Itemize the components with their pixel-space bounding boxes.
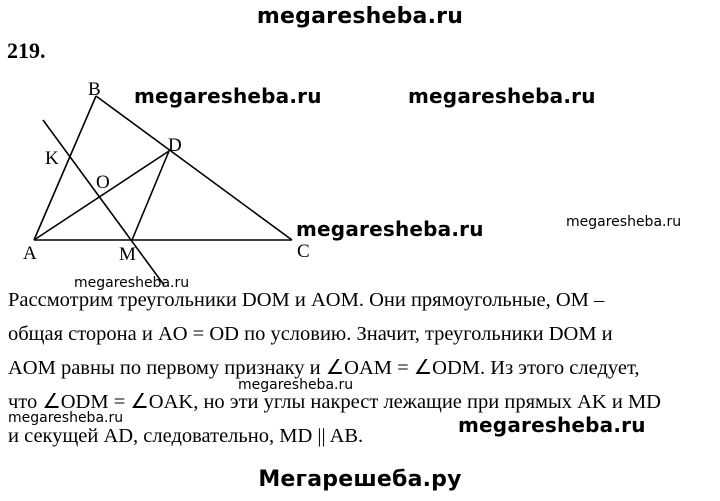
watermark: megaresheba.ru bbox=[238, 377, 354, 393]
segment-ab bbox=[34, 96, 96, 240]
solution-text bbox=[8, 283, 708, 453]
watermark: megaresheba.ru bbox=[408, 84, 596, 108]
point-label-a: A bbox=[23, 243, 37, 264]
site-header: megaresheba.ru bbox=[256, 4, 464, 29]
solution-line: что ∠ODM = ∠OAK, но эти углы накрест лежащие при прямых AK и MD bbox=[8, 391, 661, 413]
point-label-m: M bbox=[119, 244, 136, 265]
geometry-figure bbox=[0, 70, 720, 290]
solution-line: AOM равны по первому признаку и ∠OAM = ∠ODM. Из этого следует, bbox=[8, 357, 640, 379]
solution-line: и секущей AD, следовательно, MD || AB. bbox=[8, 425, 364, 447]
watermark: megaresheba.ru bbox=[458, 413, 646, 437]
site-footer: Мегарешеба.ру bbox=[258, 467, 462, 492]
point-label-c: C bbox=[297, 241, 310, 262]
segment-bc bbox=[96, 96, 292, 240]
point-label-d: D bbox=[168, 135, 182, 156]
watermark: megaresheba.ru bbox=[296, 217, 484, 241]
watermark: megaresheba.ru bbox=[566, 214, 682, 230]
segment-md bbox=[132, 151, 169, 240]
line-km bbox=[43, 120, 164, 285]
problem-number: 219. bbox=[7, 38, 46, 63]
point-label-b: B bbox=[88, 79, 101, 100]
point-label-k: K bbox=[45, 148, 59, 169]
solution-line: Рассмотрим треугольники DOM и AOM. Они прямоугольные, OM – bbox=[8, 289, 605, 311]
watermark: megaresheba.ru bbox=[74, 275, 190, 291]
watermark: megaresheba.ru bbox=[8, 410, 124, 426]
solution-line: общая сторона и AO = OD по условию. Значит, треугольники DOM и bbox=[8, 323, 613, 345]
watermark: megaresheba.ru bbox=[134, 84, 322, 108]
point-label-o: O bbox=[96, 172, 110, 193]
